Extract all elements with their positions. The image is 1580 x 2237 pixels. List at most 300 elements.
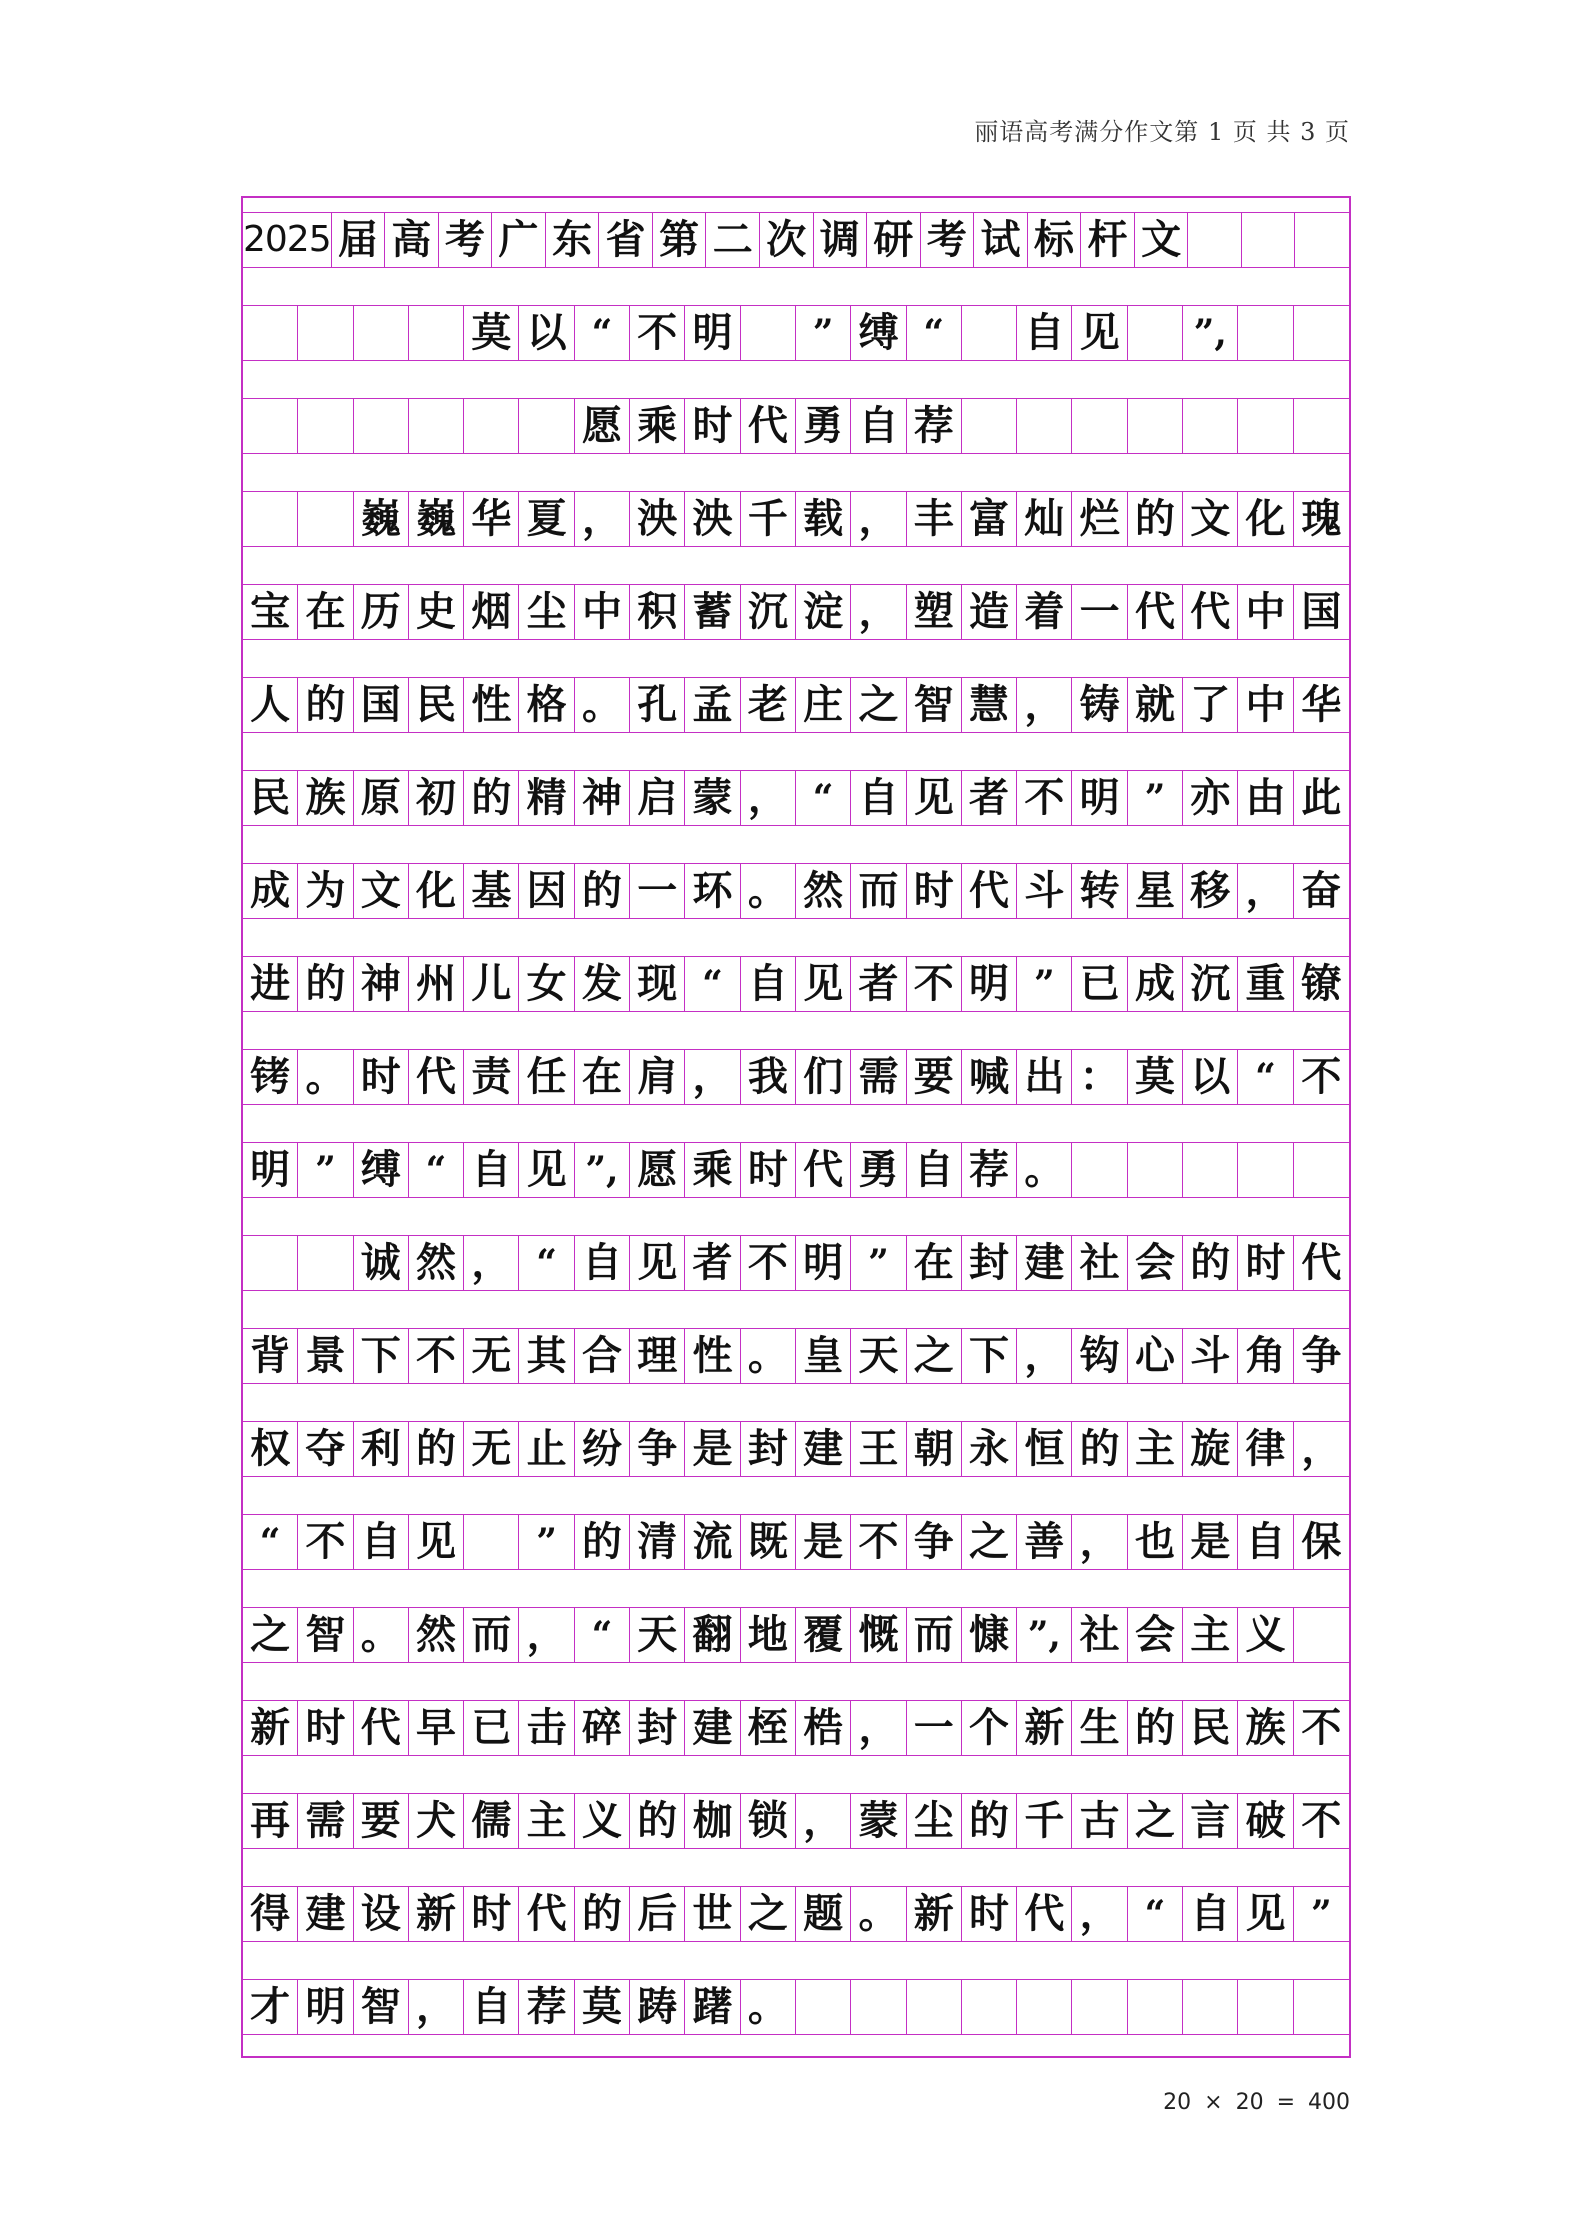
grid-cell [1072,399,1127,453]
grid-cell: 性 [464,678,519,732]
grid-cell: 基 [464,864,519,918]
grid-cell: 代 [1183,585,1238,639]
grid-row [243,1793,1349,1849]
grid-cell: 是 [1183,1515,1238,1569]
grid-cell: 载 [796,492,851,546]
grid-cell: 社 [1072,1236,1127,1290]
grid-cell: 新 [907,1887,962,1941]
grid-cell: 合 [575,1329,630,1383]
grid-cell: 主 [519,1794,574,1848]
grid-cell: 者 [851,957,906,1011]
grid-cell: 文 [1135,213,1189,267]
grid-cell [1072,1980,1127,2034]
grid-cell: 塑 [907,585,962,639]
grid-cell: 覆 [796,1608,851,1662]
grid-cell: 王 [851,1422,906,1476]
grid-cell: ”, [1017,1608,1072,1662]
grid-cell: 现 [630,957,685,1011]
grid-cell: ， [851,1701,906,1755]
grid-cell: 人 [243,678,298,732]
grid-cell: 移 [1183,864,1238,918]
grid-cell: 责 [464,1050,519,1104]
grid-cell: 然 [409,1608,464,1662]
grid-cell: 慨 [851,1608,906,1662]
grid-cell: 个 [962,1701,1017,1755]
grid-cell: 会 [1128,1608,1183,1662]
grid-cell: 自 [741,957,796,1011]
grid-cell: 丰 [907,492,962,546]
grid-cell: 星 [1128,864,1183,918]
grid-cell: 者 [685,1236,740,1290]
grid-cell: 次 [760,213,814,267]
grid-cell [1294,1980,1349,2034]
grid-cell: 。 [741,864,796,918]
grid-cell [1128,306,1183,360]
grid-cell: 老 [741,678,796,732]
grid-cell [1238,399,1293,453]
grid-cell: 国 [1301,588,1342,635]
grid-cell: 神 [354,957,409,1011]
grid-cell: 尘 [519,585,574,639]
grid-cell: 已 [464,1701,519,1755]
grid-cell: 早 [409,1701,464,1755]
grid-cell: 要 [907,1050,962,1104]
grid-cell: 性 [685,1329,740,1383]
grid-cell: 不 [907,957,962,1011]
grid-cell: 因 [519,864,574,918]
grid-cell: 代 [962,864,1017,918]
grid-cell: 代 [519,1887,574,1941]
grid-cell: 新 [243,1701,298,1755]
grid-cell [1183,1980,1238,2034]
grid-cell: 桎 [741,1701,796,1755]
grid-cell [1188,213,1242,267]
grid-cell [298,492,353,546]
grid-cell: 富 [962,492,1017,546]
grid-cell: 翻 [685,1608,740,1662]
grid-cell [519,399,574,453]
grid-cell [1183,1143,1238,1197]
grid-cell [243,306,298,360]
grid-row [243,491,1349,547]
grid-cell: 明 [298,1980,353,2034]
grid-cell: 下 [962,1329,1017,1383]
grid-row [243,1607,1349,1663]
grid-cell: 要 [354,1794,409,1848]
grid-row [243,1235,1349,1291]
grid-cell: 千 [741,492,796,546]
grid-cell: 成 [1128,957,1183,1011]
grid-cell: 而 [907,1608,962,1662]
grid-cell: 已 [1072,957,1127,1011]
grid-cell [243,399,298,453]
grid-cell: 以 [1183,1050,1238,1104]
grid-cell: “ [907,306,962,360]
grid-cell: “ [1238,1050,1293,1104]
grid-cell: 亦 [1183,771,1238,825]
grid-row [243,863,1349,919]
grid-cell: 原 [354,771,409,825]
grid-cell [464,399,519,453]
grid-cell: 皇 [796,1329,851,1383]
grid-cell: 之 [962,1515,1017,1569]
grid-cell: 心 [1128,1329,1183,1383]
grid-cell: 利 [354,1422,409,1476]
grid-cell: 犬 [409,1794,464,1848]
grid-cell: ， [519,1608,574,1662]
grid-cell [1238,1980,1293,2034]
grid-cell [409,399,464,453]
grid-cell: 。 [354,1608,409,1662]
grid-cell: 的 [575,1887,630,1941]
grid-cell: 代 [409,1050,464,1104]
grid-cell: ， [741,771,796,825]
grid-cell: 下 [354,1329,409,1383]
grid-cell: 巍 [354,492,409,546]
grid-row [243,305,1349,361]
grid-cell: 争 [630,1422,685,1476]
grid-cell: 镣 [1301,960,1342,1007]
grid-cell: 代 [1128,585,1183,639]
grid-cell: 不 [298,1515,353,1569]
grid-cell: 泱 [630,492,685,546]
grid-cell: 试 [974,213,1028,267]
grid-cell: 夺 [298,1422,353,1476]
grid-cell: 族 [1238,1701,1293,1755]
grid-cell: 。 [1017,1143,1072,1197]
grid-cell: 见 [1072,306,1127,360]
grid-cell: ”, [1183,306,1238,360]
grid-cell: 慷 [962,1608,1017,1662]
grid-cell [409,306,464,360]
grid-cell: ， [1238,864,1293,918]
grid-cell: 枷 [685,1794,740,1848]
grid-cell: 背 [243,1329,298,1383]
grid-cell [298,306,353,360]
grid-cell: 不 [630,306,685,360]
grid-cell: “ [796,771,851,825]
grid-cell: “ [685,957,740,1011]
grid-row [243,1421,1349,1477]
grid-cell: 需 [298,1794,353,1848]
grid-cell: 标 [1028,213,1082,267]
grid-cell: 一 [630,864,685,918]
grid-cell: 了 [1183,678,1238,732]
grid-cell: 淀 [796,585,851,639]
grid-cell: 东 [546,213,600,267]
grid-cell: 转 [1072,864,1127,918]
grid-cell: 建 [1017,1236,1072,1290]
grid-cell: 见 [796,957,851,1011]
grid-cell: 成 [243,864,298,918]
grid-cell: 自 [851,771,906,825]
grid-cell: 自 [1017,306,1072,360]
grid-cell: 民 [1183,1701,1238,1755]
grid-cell: ， [1301,1425,1342,1472]
grid-row [243,770,1349,826]
grid-cell [907,1980,962,2034]
grid-row [243,1142,1349,1198]
grid-cell: 出 [1017,1050,1072,1104]
grid-cell: 理 [630,1329,685,1383]
grid-cell: 世 [685,1887,740,1941]
grid-cell: 踌 [630,1980,685,2034]
grid-cell: 地 [741,1608,796,1662]
grid-cell: 史 [409,585,464,639]
grid-cell: ” [796,306,851,360]
grid-cell: 省 [599,213,653,267]
grid-cell [1242,213,1296,267]
grid-cell: 喊 [962,1050,1017,1104]
grid-cell: 孟 [685,678,740,732]
grid-row [243,212,1349,268]
grid-cell [962,1980,1017,2034]
grid-cell: 蓄 [685,585,740,639]
grid-cell: 明 [962,957,1017,1011]
grid-cell: 是 [685,1422,740,1476]
grid-cell: 自 [464,1143,519,1197]
grid-cell: ， [1072,1887,1127,1941]
grid-cell: 自 [851,399,906,453]
grid-cell: 纷 [575,1422,630,1476]
grid-cell [796,1980,851,2034]
grid-cell: 慧 [962,678,1017,732]
grid-cell: ， [1017,1329,1072,1383]
grid-cell: 瑰 [1301,495,1342,542]
grid-cell: 荐 [907,399,962,453]
grid-cell: 莫 [1128,1050,1183,1104]
grid-cell: 的 [575,864,630,918]
grid-cell [298,1236,353,1290]
grid-cell [1072,1143,1127,1197]
grid-cell: 古 [1072,1794,1127,1848]
grid-cell: 建 [796,1422,851,1476]
grid-cell: 民 [409,678,464,732]
grid-cell: 二 [706,213,760,267]
grid-cell: 铐 [243,1050,298,1104]
grid-cell: 见 [907,771,962,825]
grid-cell: 见 [1238,1887,1293,1941]
grid-cell: 新 [409,1887,464,1941]
grid-cell: 我 [741,1050,796,1104]
grid-row [243,956,1349,1012]
grid-cell: 奋 [1301,867,1342,914]
grid-cell: 主 [1128,1422,1183,1476]
grid-cell: 建 [685,1701,740,1755]
grid-cell: 明 [796,1236,851,1290]
grid-cell: 之 [1128,1794,1183,1848]
grid-cell: 调 [814,213,868,267]
grid-cell: 莫 [464,306,519,360]
grid-cell: 生 [1072,1701,1127,1755]
grid-cell: 的 [575,1515,630,1569]
grid-cell: 然 [796,864,851,918]
grid-cell: 勇 [796,399,851,453]
grid-cell: 不 [409,1329,464,1383]
grid-cell: 巍 [409,492,464,546]
grid-cell: 的 [1128,492,1183,546]
grid-cell: 中 [1238,678,1293,732]
grid-cell: 时 [907,864,962,918]
grid-cell: 自 [1183,1887,1238,1941]
grid-row [243,584,1349,640]
grid-cell: 主 [1183,1608,1238,1662]
grid-cell: ， [851,585,906,639]
grid-cell: 是 [796,1515,851,1569]
grid-cell: 造 [962,585,1017,639]
grid-cell: 止 [519,1422,574,1476]
grid-cell: 尘 [907,1794,962,1848]
grid-cell: 不 [1301,1797,1342,1844]
grid-cell: 再 [243,1794,298,1848]
grid-cell: 发 [575,957,630,1011]
grid-cell: 自 [575,1236,630,1290]
grid-cell: 社 [1072,1608,1127,1662]
grid-cell: 不 [1301,1053,1342,1100]
grid-cell: 代 [1017,1887,1072,1941]
grid-cell: 明 [243,1143,298,1197]
grid-cell: 才 [243,1980,298,2034]
grid-cell: 自 [464,1980,519,2034]
grid-cell: 永 [962,1422,1017,1476]
grid-cell: 时 [298,1701,353,1755]
grid-cell [298,399,353,453]
grid-cell: 广 [492,213,546,267]
grid-cell: 不 [741,1236,796,1290]
grid-cell: 的 [1128,1701,1183,1755]
grid-cell: 初 [409,771,464,825]
grid-cell [354,306,409,360]
grid-cell [1294,306,1349,360]
grid-cell: 女 [519,957,574,1011]
grid-cell: 儒 [464,1794,519,1848]
grid-cell: 清 [630,1515,685,1569]
grid-cell: 自 [907,1143,962,1197]
grid-cell: 缚 [851,306,906,360]
grid-cell [1294,1608,1349,1662]
grid-cell [243,1236,298,1290]
grid-cell: 化 [1238,492,1293,546]
grid-cell [354,399,409,453]
grid-cell [1128,1143,1183,1197]
page-header: 丽语高考满分作文第 1 页 共 3 页 [974,118,1350,146]
grid-cell: 一 [1072,585,1127,639]
grid-cell: “ [575,1608,630,1662]
grid-cell: 自 [1238,1515,1293,1569]
grid-cell: 封 [962,1236,1017,1290]
grid-cell: 代 [354,1701,409,1755]
grid-cell: 时 [962,1887,1017,1941]
grid-cell: 争 [907,1515,962,1569]
grid-cell: 义 [575,1794,630,1848]
grid-cell: 无 [464,1422,519,1476]
grid-cell: 钩 [1072,1329,1127,1383]
grid-cell: 时 [685,399,740,453]
grid-cell: 烂 [1072,492,1127,546]
grid-cell: ” [1310,1893,1332,1935]
grid-row [243,1979,1349,2035]
grid-cell: 蒙 [851,1794,906,1848]
grid-cell: 愿 [575,399,630,453]
grid-cell: 时 [1238,1236,1293,1290]
grid-cell: 之 [851,678,906,732]
grid-cell: ， [685,1050,740,1104]
grid-cell: 碎 [575,1701,630,1755]
grid-cell: 流 [685,1515,740,1569]
grid-cell: 族 [298,771,353,825]
grid-row [243,677,1349,733]
grid-cell: 在 [298,585,353,639]
grid-cell: 泱 [685,492,740,546]
grid-cell: 破 [1238,1794,1293,1848]
grid-cell: ， [464,1236,519,1290]
grid-cell: 。 [298,1050,353,1104]
grid-cell: 智 [354,1980,409,2034]
grid-cell: 中 [575,585,630,639]
grid-cell: 见 [519,1143,574,1197]
grid-cell: 的 [298,957,353,1011]
grid-cell [1294,399,1349,453]
grid-row [243,1514,1349,1570]
grid-row [243,1886,1349,1942]
grid-cell: 荐 [962,1143,1017,1197]
grid-cell: 的 [409,1422,464,1476]
grid-cell: 锁 [741,1794,796,1848]
grid-cell: 而 [851,864,906,918]
grid-cell: ， [409,1980,464,2034]
grid-cell: 之 [243,1608,298,1662]
grid-cell: 研 [867,213,921,267]
grid-cell: 第 [653,213,707,267]
grid-cell [464,1515,519,1569]
grid-cell: 天 [851,1329,906,1383]
grid-cell: “ [409,1143,464,1197]
grid-cell: 荐 [519,1980,574,2034]
grid-cell: ， [1072,1515,1127,1569]
grid-cell: 的 [464,771,519,825]
grid-cell [851,1980,906,2034]
grid-cell: 夏 [519,492,574,546]
grid-cell: 华 [464,492,519,546]
grid-cell: 封 [741,1422,796,1476]
grid-cell: 灿 [1017,492,1072,546]
grid-cell: 考 [921,213,975,267]
grid-cell: “ [243,1515,298,1569]
grid-cell: 智 [907,678,962,732]
grid-cell: ” [298,1143,353,1197]
grid-cell: 铸 [1072,678,1127,732]
grid-cell: 代 [741,399,796,453]
grid-cell: 肩 [630,1050,685,1104]
grid-cell: 乘 [630,399,685,453]
grid-cell: 权 [243,1422,298,1476]
grid-cell: 自 [354,1515,409,1569]
grid-cell: 沉 [741,585,796,639]
grid-cell: 积 [630,585,685,639]
grid-cell: 斗 [1017,864,1072,918]
grid-cell: 此 [1301,774,1342,821]
grid-cell: 杆 [1081,213,1135,267]
grid-cell: 需 [851,1050,906,1104]
grid-cell: 然 [409,1236,464,1290]
grid-cell: 就 [1128,678,1183,732]
grid-cell: “ [1128,1887,1183,1941]
grid-cell: 千 [1017,1794,1072,1848]
grid-cell: 在 [575,1050,630,1104]
grid-cell: 启 [630,771,685,825]
grid-cell: 。 [741,1980,796,2034]
grid-cell: 题 [796,1887,851,1941]
